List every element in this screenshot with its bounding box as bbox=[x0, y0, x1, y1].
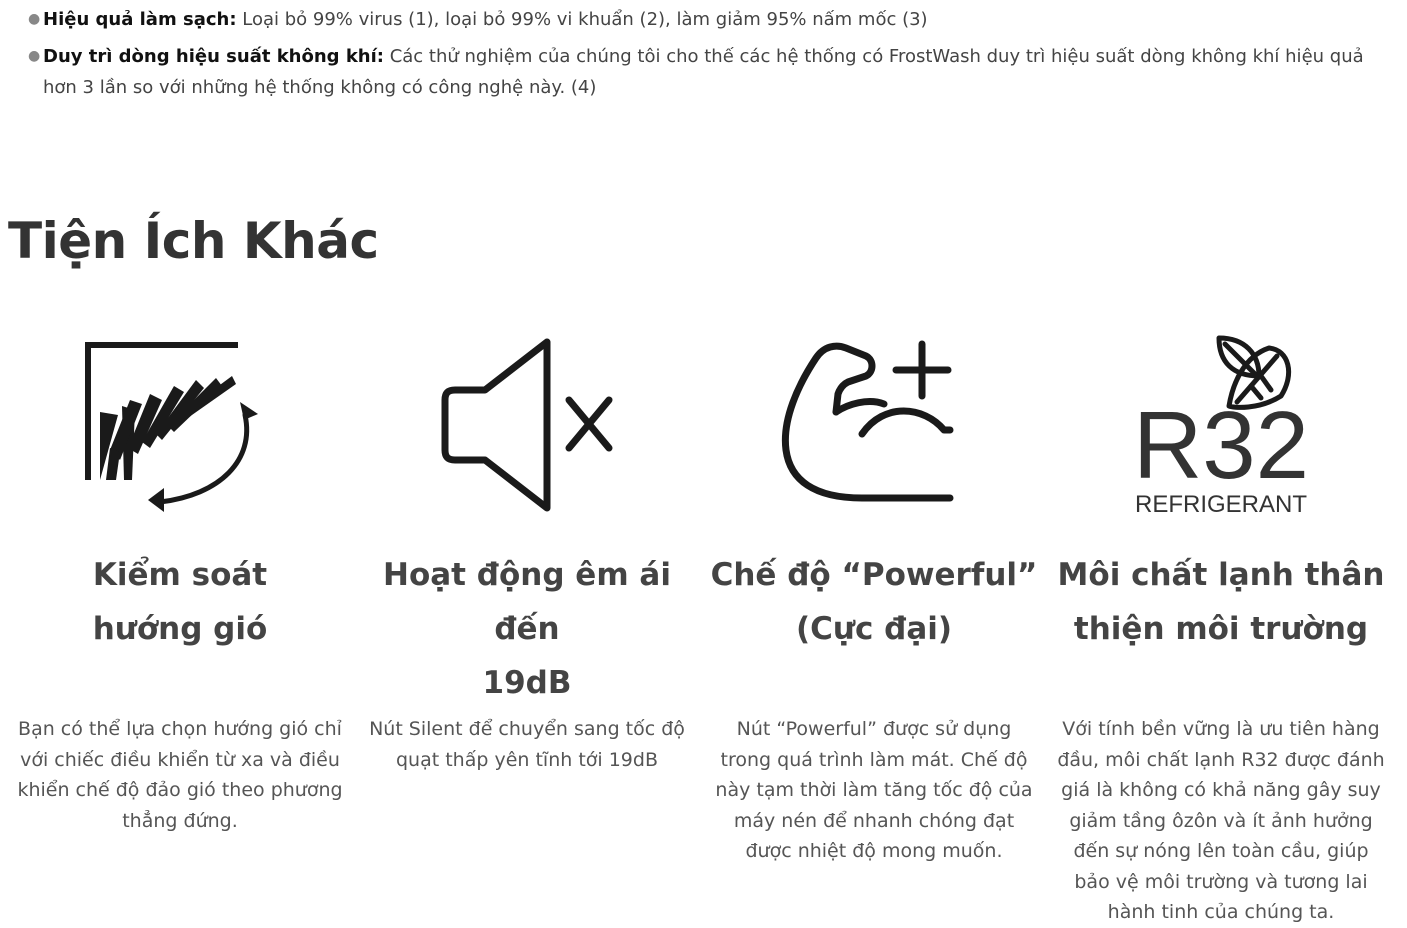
feature-description: Nút “Powerful” được sử dụng trong quá trình làm mát. Chế độ này tạm thời làm tăng tốc độ của máy nén để nhanh chóng đạt được nhiệt độ mong muốn. bbox=[715, 718, 1033, 862]
feature-silent-operation bbox=[362, 330, 692, 775]
feature-title bbox=[709, 548, 1039, 656]
feature-description: Bạn có thể lựa chọn hướng gió chỉ với chiếc điều khiển từ xa và điều khiển chế độ đảo gió theo phương thẳng đứng. bbox=[17, 718, 343, 832]
bullet-text: Loại bỏ 99% virus (1), loại bỏ 99% vi khuẩn (2), làm giảm 95% nấm mốc (3) bbox=[236, 9, 928, 30]
feature-r32-refrigerant bbox=[1056, 330, 1386, 928]
bullet-item-cleaning bbox=[26, 4, 1386, 35]
section-title: Tiện Ích Khác bbox=[8, 212, 379, 270]
feature-description: Với tính bền vững là ưu tiên hàng đầu, môi chất lạnh R32 được đánh giá là không có khả năng gây suy giảm tầng ôzôn và ít ảnh hưởng đến sự nóng lên toàn cầu, giúp bảo vệ môi trường và tương lai hành tinh của chúng ta. bbox=[1057, 718, 1385, 923]
feature-powerful-mode bbox=[709, 330, 1039, 867]
speaker-mute-icon bbox=[427, 330, 627, 520]
bullet-text: Các thử nghiệm của chúng tôi cho thế các hệ thống có FrostWash duy trì hiệu suất dòng không khí hiệu quả hơn 3 lần so với những hệ thống không có công nghệ này. (4) bbox=[43, 46, 1364, 98]
feature-title-line2: (Cực đại) bbox=[795, 611, 953, 647]
feature-title-line1: Kiểm soát bbox=[92, 557, 268, 593]
bullet-dot-icon: ● bbox=[28, 11, 41, 27]
feature-title-line2: hướng gió bbox=[92, 611, 268, 647]
r32-icon-text: R32 bbox=[1132, 392, 1310, 499]
bullet-label: Hiệu quả làm sạch: bbox=[43, 9, 237, 30]
feature-title-line1: Môi chất lạnh thân bbox=[1057, 557, 1385, 593]
feature-title bbox=[362, 548, 692, 701]
feature-title-line2: 19dB bbox=[482, 665, 572, 701]
feature-title-line1: Chế độ “Powerful” bbox=[710, 557, 1038, 593]
r32-refrigerant-icon bbox=[1121, 330, 1321, 520]
feature-description: Nút Silent để chuyển sang tốc độ quạt thấp yên tĩnh tới 19dB bbox=[369, 718, 685, 771]
bullet-dot-icon: ● bbox=[28, 48, 41, 64]
feature-title-line2: thiện môi trường bbox=[1073, 611, 1369, 647]
feature-bullet-list bbox=[26, 4, 1386, 109]
feature-title-line1: Hoạt động êm ái đến bbox=[383, 557, 671, 647]
airflow-direction-icon bbox=[80, 330, 280, 520]
flexed-arm-plus-icon bbox=[774, 330, 974, 520]
bullet-label: Duy trì dòng hiệu suất không khí: bbox=[43, 46, 384, 67]
bullet-item-airflow bbox=[26, 41, 1386, 103]
feature-airflow-control bbox=[15, 330, 345, 836]
refrigerant-icon-text: REFRIGERANT bbox=[1134, 491, 1308, 518]
feature-title bbox=[1056, 548, 1386, 656]
feature-title bbox=[15, 548, 345, 656]
features-grid bbox=[0, 330, 1407, 925]
